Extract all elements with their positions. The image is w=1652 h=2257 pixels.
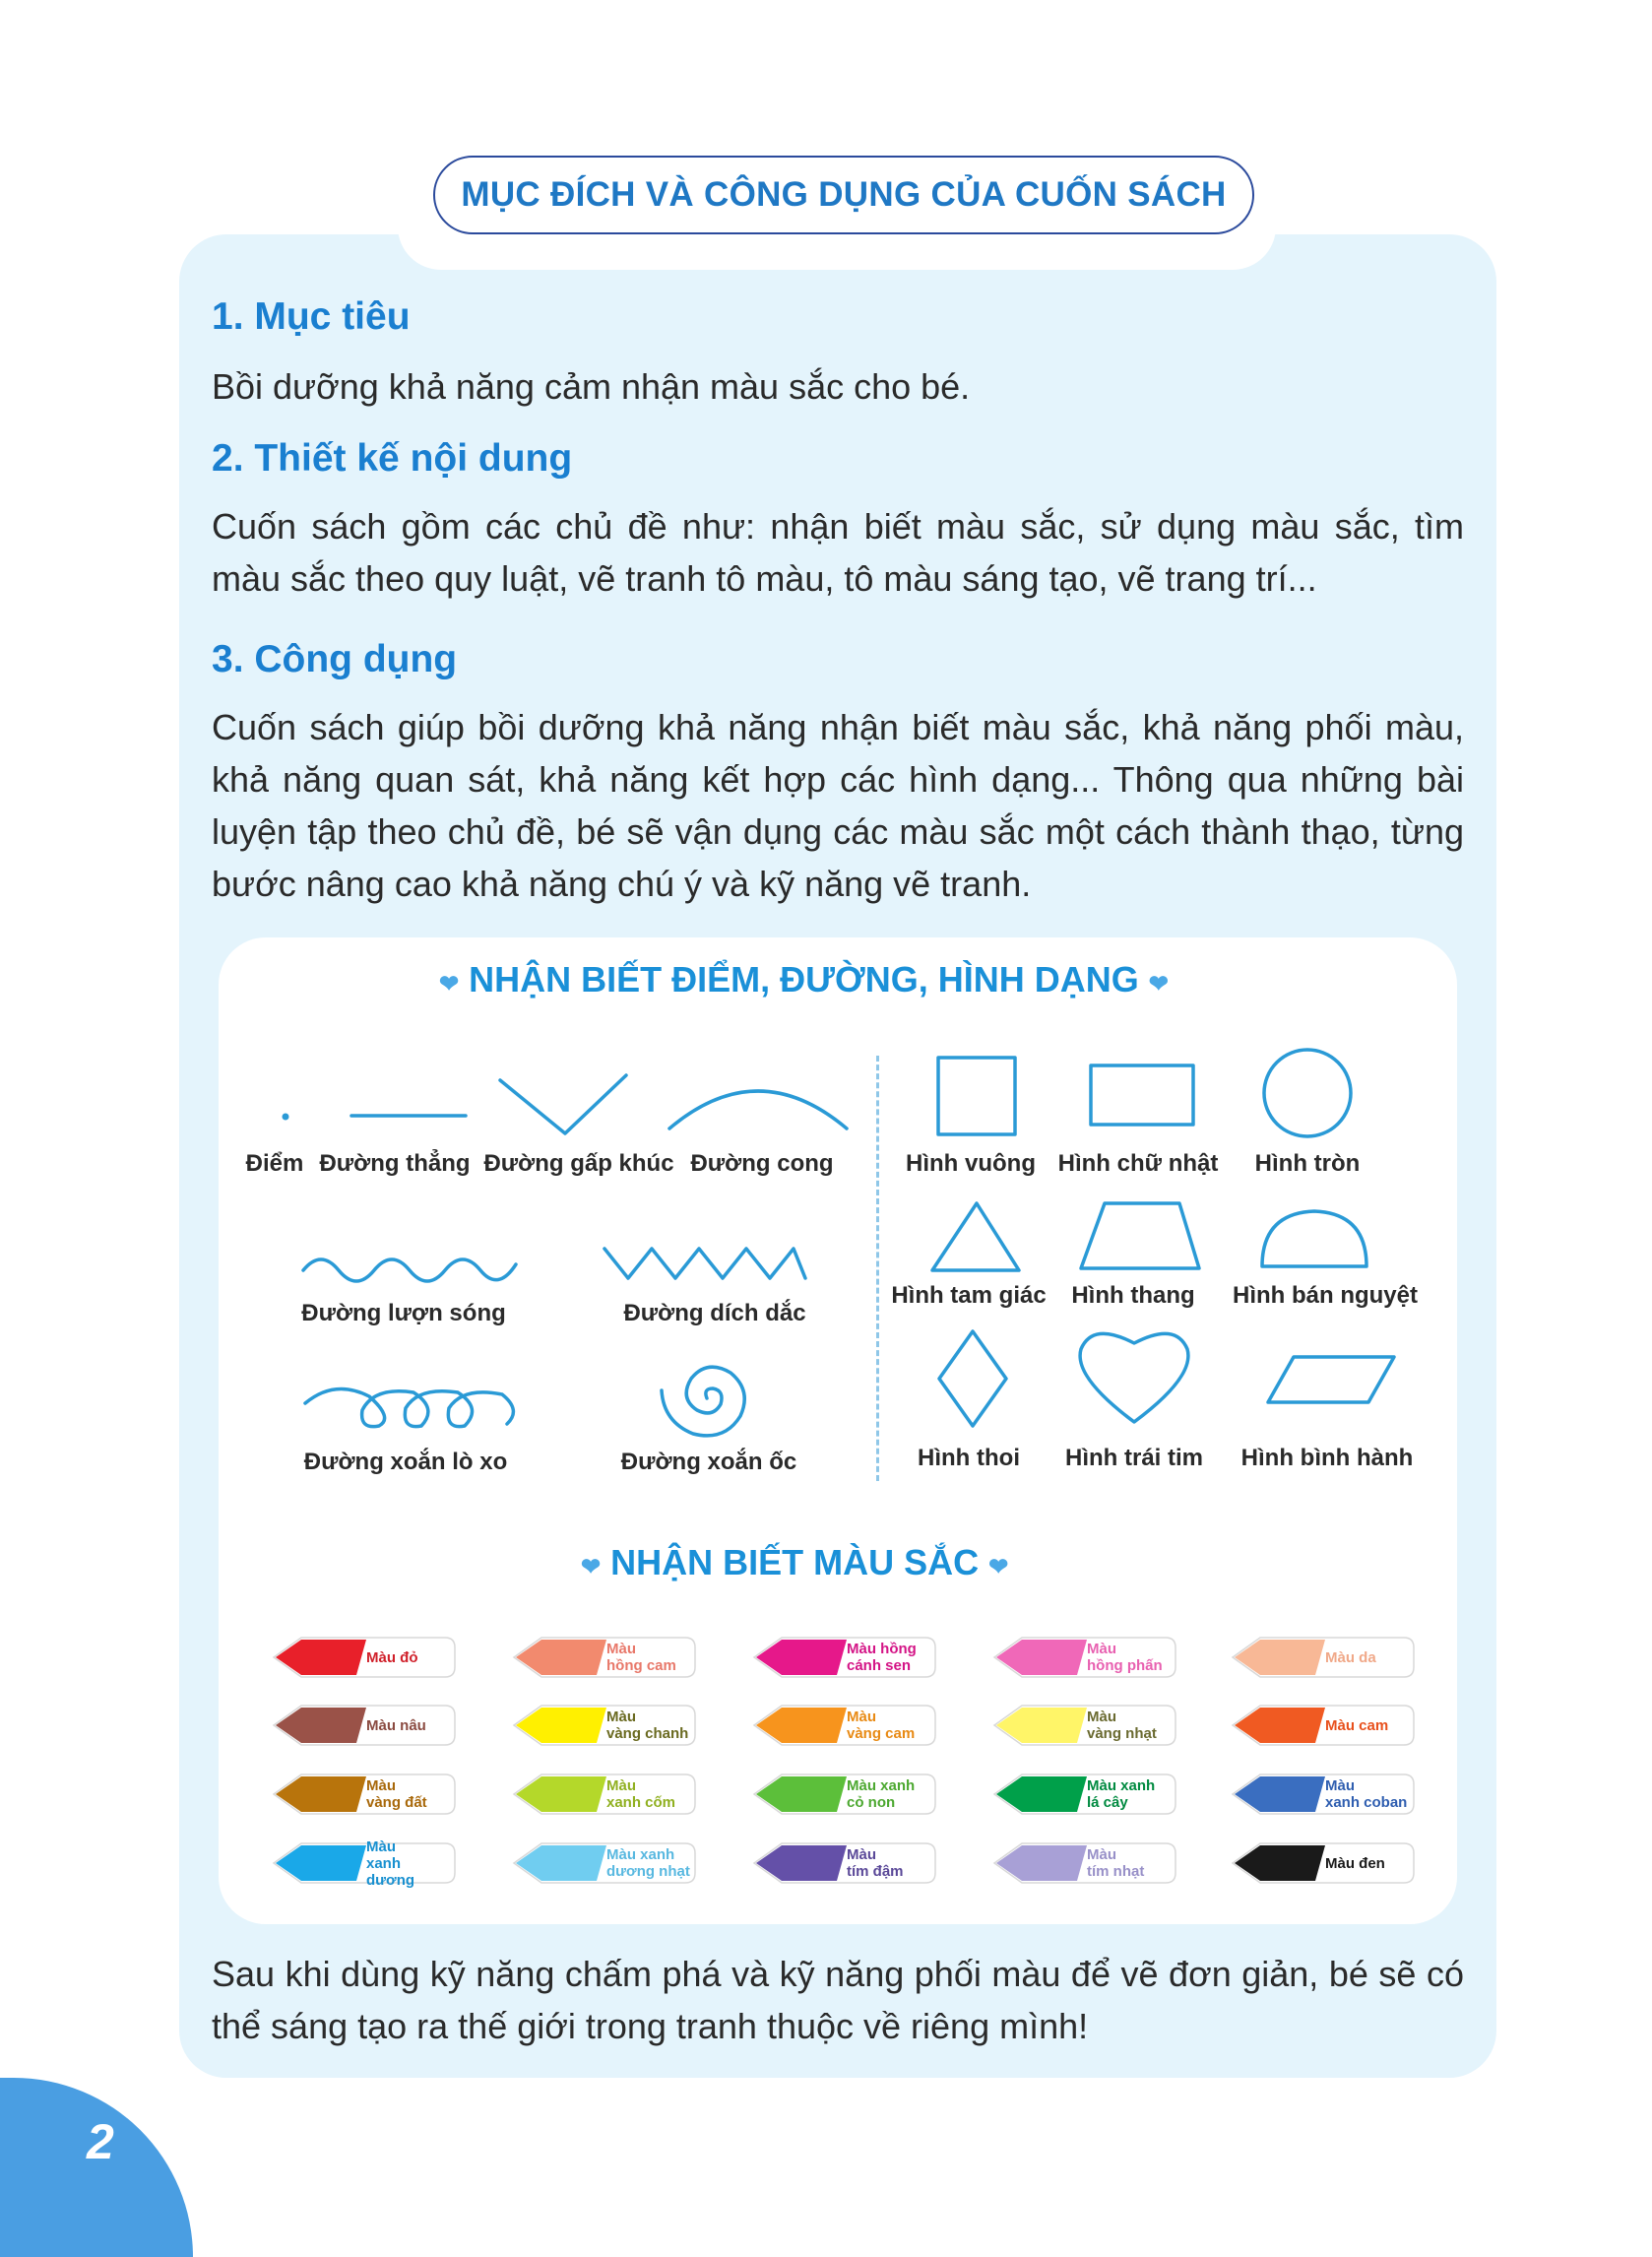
triangle-icon xyxy=(932,1203,1019,1270)
crayon-label xyxy=(1087,1636,1174,1679)
label-triangle: Hình tam giác xyxy=(891,1282,1047,1309)
coil-line-icon xyxy=(305,1388,513,1426)
crayon-label-line2: tím nhạt xyxy=(1087,1863,1145,1880)
crayon-swatch xyxy=(1231,1841,1416,1885)
crayon-swatch xyxy=(992,1841,1177,1885)
crayon-swatch xyxy=(512,1841,697,1885)
label-heart-shape: Hình trái tim xyxy=(1064,1445,1204,1471)
crayon-label-line1: Màu xyxy=(1087,1846,1116,1863)
crayon-label xyxy=(606,1841,693,1885)
crayon-swatch xyxy=(1231,1704,1416,1747)
crayon-label-line2: tím đậm xyxy=(847,1863,904,1880)
heart-shape-icon xyxy=(1080,1333,1188,1422)
heart-icon: ❤ xyxy=(988,1554,1009,1580)
crayon-label-line2: hồng phấn xyxy=(1087,1657,1163,1674)
crayon-swatch xyxy=(512,1636,697,1679)
crayon-label xyxy=(847,1636,933,1679)
crayon-label-line1: Màu hồng xyxy=(847,1641,917,1657)
parallelogram-icon xyxy=(1268,1357,1394,1402)
page-title: MỤC ĐÍCH VÀ CÔNG DỤNG CỦA CUỐN SÁCH xyxy=(461,175,1227,214)
crayon-swatch xyxy=(752,1773,937,1816)
crayon-label xyxy=(1087,1841,1174,1885)
crayon-label xyxy=(366,1773,453,1816)
crayon-swatch xyxy=(272,1704,457,1747)
label-curve-line: Đường cong xyxy=(690,1150,834,1177)
crayon-label-line2: xanh coban xyxy=(1325,1794,1408,1811)
crayon-swatch xyxy=(752,1636,937,1679)
crayon-swatch xyxy=(1231,1636,1416,1679)
label-rectangle: Hình chữ nhật xyxy=(1057,1150,1219,1177)
crayon-label-line1: Màu xyxy=(606,1709,636,1725)
section-body-usage: Cuốn sách giúp bồi dưỡng khả năng nhận biết màu sắc, khả năng phối màu, khả năng quan sát, khả năng kết hợp các hình dạng... Thông qua những bài luyện tập theo chủ đề, bé sẽ vận dụng các màu sắc một cách thành thạo, từng bước nâng cao khả năng chú ý và kỹ năng vẽ tranh. xyxy=(212,707,1464,904)
crayon-label-line1: Màu xyxy=(1087,1709,1116,1725)
crayon-label-line1: Màu đỏ xyxy=(366,1648,418,1666)
label-straight-line: Đường thẳng xyxy=(319,1150,471,1177)
crayon-label xyxy=(847,1841,933,1885)
crayon-label xyxy=(1325,1841,1412,1885)
crayon-label xyxy=(366,1636,453,1679)
crayon-swatch xyxy=(272,1636,457,1679)
crayon-label-line2: xanh cốm xyxy=(606,1794,676,1811)
heart-icon: ❤ xyxy=(439,971,460,998)
crayon-label-line1: Màu xyxy=(606,1777,636,1794)
crayon-swatch xyxy=(752,1841,937,1885)
section-heading-usage: 3. Công dụng xyxy=(212,638,458,680)
crayon-label-line2: lá cây xyxy=(1087,1794,1128,1811)
crayon-label-line1: Màu cam xyxy=(1325,1716,1389,1734)
crayon-label-line1: Màu xanh xyxy=(606,1846,675,1863)
wavy-line-icon xyxy=(303,1259,516,1281)
colors-box-title-text: NHẬN BIẾT MÀU SẮC xyxy=(610,1542,980,1582)
crayon-swatch xyxy=(752,1704,937,1747)
crayon-swatch xyxy=(992,1704,1177,1747)
crayon-swatch xyxy=(512,1704,697,1747)
section-body-goal: Bồi dưỡng khả năng cảm nhận màu sắc cho bé. xyxy=(212,366,971,407)
crayon-label-line2: hồng cam xyxy=(606,1657,676,1674)
zigzag-line-icon xyxy=(604,1249,805,1278)
crayon-swatch xyxy=(992,1636,1177,1679)
crayon-label-line1: Màu xyxy=(366,1777,396,1794)
colors-box-title xyxy=(581,1542,1008,1583)
trapezoid-icon xyxy=(1081,1203,1199,1268)
crayon-label xyxy=(606,1636,693,1679)
label-spiral-line: Đường xoắn ốc xyxy=(620,1449,797,1475)
crayon-swatch xyxy=(272,1773,457,1816)
label-zigzag-line: Đường dích dắc xyxy=(623,1300,806,1326)
crayon-label xyxy=(606,1773,693,1816)
shapes-box-title-text: NHẬN BIẾT ĐIỂM, ĐƯỜNG, HÌNH DẠNG xyxy=(469,959,1139,1000)
crayon-label-line1: Màu nâu xyxy=(366,1716,426,1734)
rectangle-icon xyxy=(1091,1065,1193,1125)
crayon-label-line1: Màu xyxy=(1087,1641,1116,1657)
crayon-label-line1: Màu xyxy=(606,1641,636,1657)
crayon-label xyxy=(847,1773,933,1816)
dashed-divider xyxy=(876,1056,879,1481)
label-point: Điểm xyxy=(245,1150,304,1177)
crayon-label-line1: Màu xyxy=(847,1709,876,1725)
semicircle-icon xyxy=(1262,1211,1366,1266)
crayon-label-line1: Màu xyxy=(847,1846,876,1863)
crayon-label-line2: cánh sen xyxy=(847,1657,912,1674)
crayon-label xyxy=(366,1704,453,1747)
crayon-label-line1: Màu da xyxy=(1325,1648,1376,1666)
crayon-label-line1: Màu xyxy=(1325,1777,1355,1794)
square-icon xyxy=(938,1058,1015,1134)
crayon-label-line2: cỏ non xyxy=(847,1794,896,1811)
crayon-label-line2: vàng nhạt xyxy=(1087,1725,1157,1742)
crayon-label xyxy=(1325,1773,1412,1816)
spiral-line-icon xyxy=(662,1367,744,1436)
label-polyline: Đường gấp khúc xyxy=(483,1150,674,1177)
page-number: 2 xyxy=(87,2114,114,2169)
crayon-swatch xyxy=(512,1773,697,1816)
label-trapezoid: Hình thang xyxy=(1071,1282,1195,1309)
crayon-label-line1: Màu xyxy=(366,1838,396,1855)
crayon-label xyxy=(1325,1636,1412,1679)
crayon-label xyxy=(1087,1704,1174,1747)
section-heading-goal: 1. Mục tiêu xyxy=(212,295,411,338)
crayon-label-line1: Màu xanh xyxy=(847,1777,916,1794)
crayon-label-line2: vàng chanh xyxy=(606,1725,689,1742)
crayon-label-line1: Màu đen xyxy=(1325,1854,1385,1872)
polyline-icon xyxy=(500,1075,626,1133)
crayon-label xyxy=(606,1704,693,1747)
heart-icon: ❤ xyxy=(581,1554,602,1580)
crayon-label xyxy=(366,1838,453,1889)
crayon-label-line1: Màu xanh xyxy=(1087,1777,1156,1794)
crayon-swatch xyxy=(992,1773,1177,1816)
crayon-swatch xyxy=(272,1838,457,1889)
crayon-label-line2: vàng cam xyxy=(847,1725,916,1742)
section-body-design: Cuốn sách gồm các chủ đề như: nhận biết màu sắc, sử dụng màu sắc, tìm màu sắc theo quy luật, vẽ tranh tô màu, tô màu sáng tạo, vẽ trang trí... xyxy=(212,506,1464,599)
section-heading-design: 2. Thiết kế nội dung xyxy=(212,437,573,480)
label-coil-line: Đường xoắn lò xo xyxy=(303,1449,508,1475)
crayon-label xyxy=(1087,1773,1174,1816)
curve-line-icon xyxy=(669,1091,847,1128)
circle-icon xyxy=(1264,1050,1351,1136)
label-wavy-line: Đường lượn sóng xyxy=(301,1300,506,1326)
crayon-label-line2: vàng đất xyxy=(366,1794,427,1811)
label-circle: Hình tròn xyxy=(1254,1150,1361,1177)
crayon-swatch xyxy=(1231,1773,1416,1816)
label-semicircle: Hình bán nguyệt xyxy=(1233,1282,1418,1309)
label-parallelogram: Hình bình hành xyxy=(1240,1445,1414,1471)
point-dot-icon xyxy=(283,1114,289,1121)
closing-paragraph: Sau khi dùng kỹ năng chấm phá và kỹ năng phối màu để vẽ đơn giản, bé sẽ có thể sáng tạo ra thế giới trong tranh thuộc về riêng mình! xyxy=(212,1954,1464,2046)
crayon-label-line2: xanh dương xyxy=(366,1854,415,1889)
crayon-label-line2: dương nhạt xyxy=(606,1863,690,1880)
label-rhombus: Hình thoi xyxy=(918,1445,1020,1471)
rhombus-icon xyxy=(939,1331,1006,1426)
crayon-label xyxy=(1325,1704,1412,1747)
label-square: Hình vuông xyxy=(906,1150,1036,1177)
heart-icon: ❤ xyxy=(1148,971,1169,998)
crayon-label xyxy=(847,1704,933,1747)
